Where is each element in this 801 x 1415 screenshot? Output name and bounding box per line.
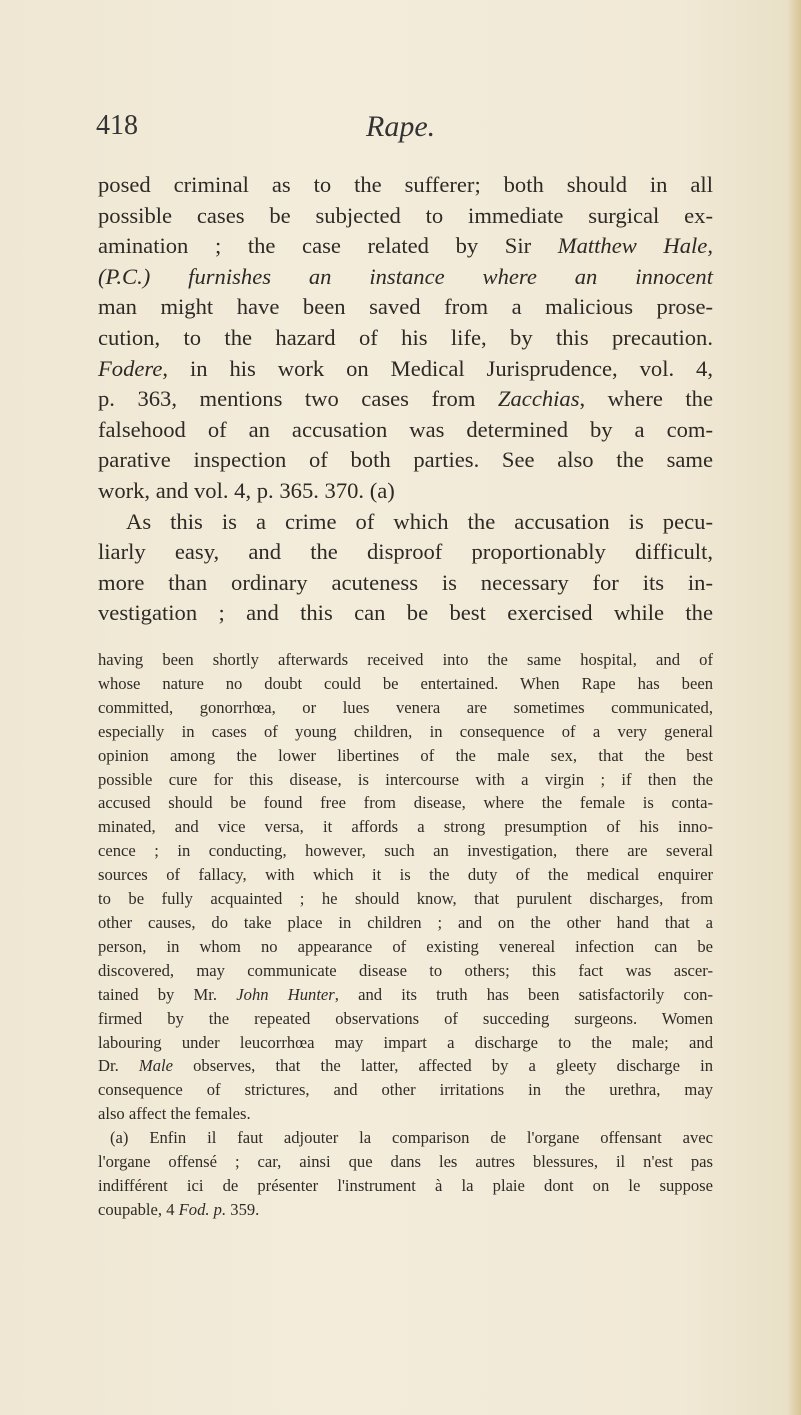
text-line: amination ; the case related by Sir Matthew Hale, (98, 233, 713, 259)
name-matthew-hale: Matthew Hale, (557, 233, 713, 259)
footnote-line: discovered, may communicate disease to others; this fact was ascer- (98, 960, 713, 980)
footnote-line: minated, and vice versa, it affords a strong presumption of his inno- (98, 817, 713, 837)
footnote-line: cence ; in conducting, however, such an investigation, there are several (98, 841, 713, 861)
text-line: parative inspection of both parties. See also the same (98, 447, 713, 473)
text-line: work, and vol. 4, p. 365. 370. (a) (98, 477, 395, 503)
footnote-block (98, 648, 713, 1222)
name-zacchias: Zacchias (497, 386, 580, 412)
footnote-line: person, in whom no appearance of existing venereal infection can be (98, 936, 713, 956)
text-line: Fodere, in his work on Medical Jurisprudence, vol. 4, (98, 355, 713, 381)
name-fodere: Fodere (98, 355, 163, 381)
page-number: 418 (96, 110, 138, 141)
footnote-line: other causes, do take place in children ; and on the other hand that a (98, 912, 713, 932)
footnote-line: accused should be found free from disease, where the female is conta- (98, 793, 713, 813)
text-line: man might have been saved from a malicious prose- (98, 294, 713, 320)
name-john-hunter: John Hunter (236, 984, 335, 1004)
footnote-line: consequence of strictures, and other irritations in the urethra, may (98, 1080, 713, 1100)
footnote-line: tained by Mr. John Hunter, and its truth has been satisfactorily con- (98, 984, 713, 1004)
footnote-line: possible cure for this disease, is intercourse with a virgin ; if then the (98, 769, 713, 789)
text-line: posed criminal as to the sufferer; both should in all (98, 172, 713, 197)
footnote-line: Dr. Male observes, that the latter, affected by a gleety discharge in (98, 1056, 714, 1076)
footnote-a-line: indifférent ici de présenter l'instrument à la plaie dont on le suppose (98, 1175, 713, 1195)
text-line: As this is a crime of which the accusation is pecu- (126, 508, 713, 534)
footnote-marker: (a) (110, 1128, 129, 1148)
footnote-line: also affect the females. (98, 1104, 251, 1124)
footnote-a-line: l'organe offensé ; car, ainsi que dans les autres blessures, il n'est pas (98, 1152, 713, 1172)
footnote-line: firmed by the repeated observations of succeding surgeons. Women (98, 1008, 713, 1028)
text-line: possible cases be subjected to immediate surgical ex- (98, 202, 713, 228)
text-line: p. 363, mentions two cases from Zacchias, where the (98, 386, 713, 412)
main-text (98, 170, 713, 629)
footnote-line: labouring under leucorrhœa may impart a discharge to the male; and (98, 1032, 713, 1052)
footnote-line: committed, gonorrhœa, or lues venera are sometimes communicated, (98, 697, 713, 717)
footnote-a-line: coupable, 4 Fod. p. 359. (98, 1199, 260, 1219)
running-head: Rape. (366, 110, 436, 143)
page-header (96, 110, 716, 150)
text-line: cution, to the hazard of his life, by this precaution. (98, 324, 713, 350)
footnote-line: especially in cases of young children, in consequence of a very general (98, 721, 713, 741)
footnote-line: sources of fallacy, with which it is the duty of the medical enquirer (98, 865, 713, 885)
text-line: (P.C.) furnishes an instance where an innocent (98, 263, 713, 289)
text-line: more than ordinary acuteness is necessary for its in- (98, 569, 713, 595)
citation-fod: Fod. p. (178, 1199, 227, 1219)
text-line: liarly easy, and the disproof proportionably difficult, (98, 539, 713, 565)
footnote-line: to be fully acquainted ; he should know, that purulent discharges, from (98, 889, 713, 909)
name-male: Male (138, 1056, 173, 1076)
footnote-a-line: (a) Enfin il faut adjouter la comparison de l'organe offensant avec (110, 1128, 713, 1148)
footnote-line: having been shortly afterwards received into the same hospital, and of (98, 650, 713, 669)
footnote-line: whose nature no doubt could be entertained. When Rape has been (98, 673, 713, 693)
page-edge-shading (787, 0, 801, 1415)
text-line: falsehood of an accusation was determined by a com- (98, 416, 713, 442)
text-line: vestigation ; and this can be best exercised while the (98, 600, 713, 626)
footnote-line: opinion among the lower libertines of the male sex, that the best (98, 745, 713, 765)
